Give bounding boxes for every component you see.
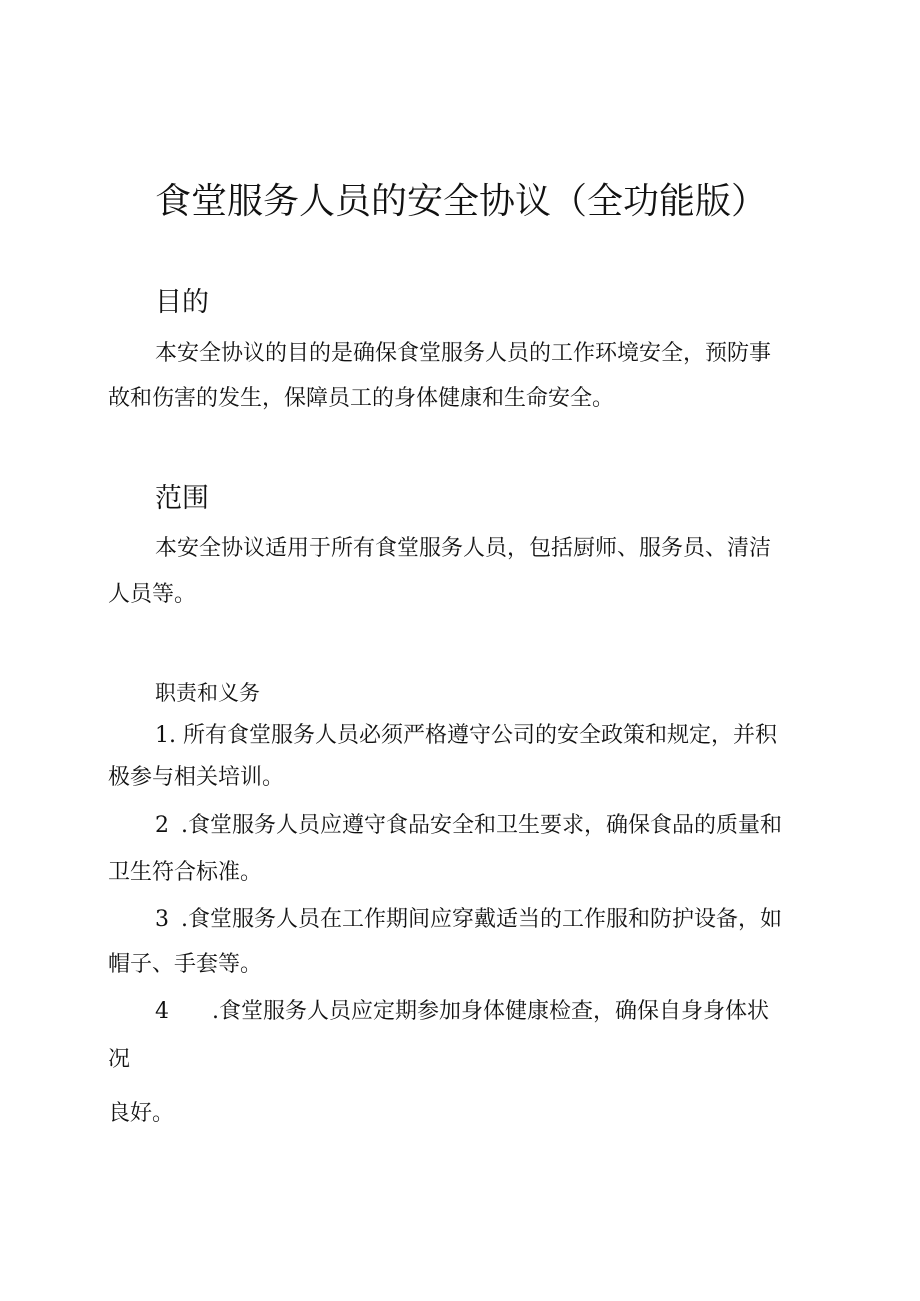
duty-item-1-line-2: 极参与相关培训。: [108, 765, 285, 790]
duty-item-2-line-1: .食堂服务人员应遵守食品安全和卫生要求，确保食品的质量和: [181, 813, 782, 838]
section-heading-duties: 职责和义务: [155, 681, 260, 705]
section-heading-purpose: 目的: [155, 287, 209, 318]
duty-item-4-line-2: 况: [108, 1047, 131, 1072]
purpose-text-line-2: 故和伤害的发生，保障员工的身体健康和生命安全。: [108, 386, 615, 411]
duty-item-4-line-3: 良好。: [108, 1101, 175, 1126]
duty-item-3-line-2: 帽子、手套等。: [108, 952, 263, 977]
duty-item-1-line-1: 1. 所有食堂服务人员必须严格遵守公司的安全政策和规定，并积: [155, 723, 777, 748]
duty-item-3-number: 3: [155, 907, 169, 932]
duty-item-2-number: 2: [155, 813, 169, 838]
section-heading-scope: 范围: [155, 483, 209, 514]
scope-text-line-1: 本安全协议适用于所有食堂服务人员，包括厨师、服务员、清洁: [155, 536, 772, 561]
purpose-text-line-1: 本安全协议的目的是确保食堂服务人员的工作环境安全，预防事: [155, 341, 772, 366]
duty-item-4-line-1: .食堂服务人员应定期参加身体健康检查，确保自身身体状: [212, 999, 769, 1024]
duty-item-2-line-2: 卫生符合标准。: [108, 860, 263, 885]
document-title: 食堂服务人员的安全协议（全功能版）: [155, 181, 768, 222]
duty-item-3-line-1: .食堂服务人员在工作期间应穿戴适当的工作服和防护设备，如: [181, 907, 782, 932]
duty-item-4-number: 4: [155, 999, 169, 1024]
scope-text-line-2: 人员等。: [108, 582, 197, 607]
